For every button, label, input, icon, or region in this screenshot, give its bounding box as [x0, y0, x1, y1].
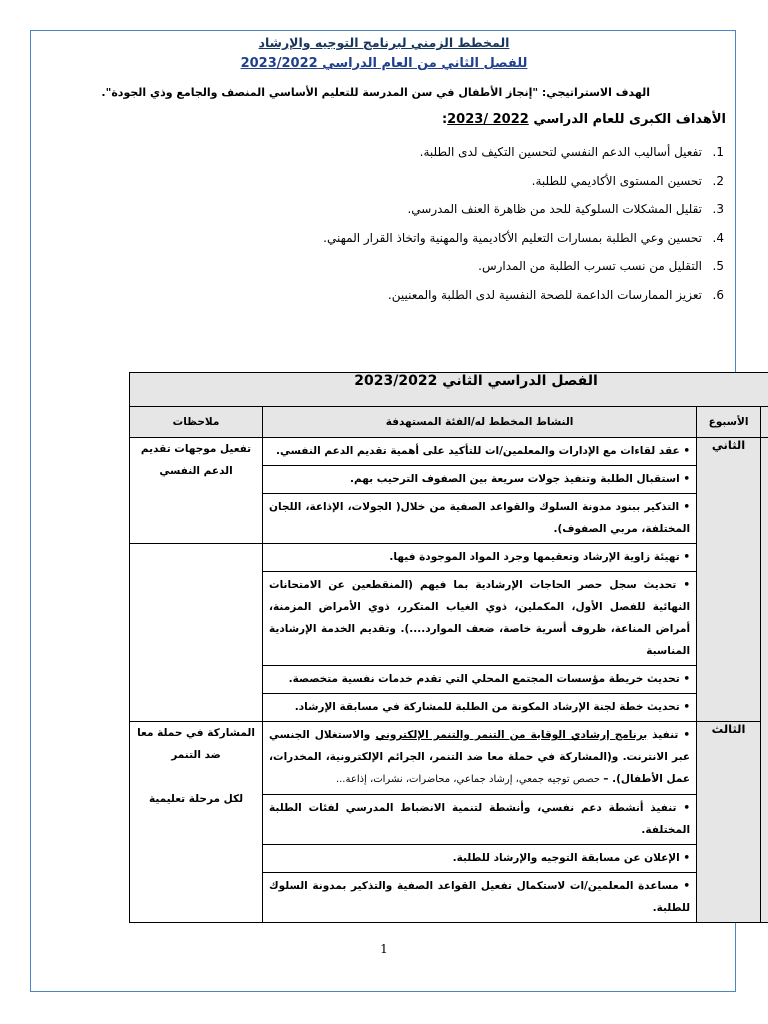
activity-item: • تحديث سجل حصر الحاجات الإرشادية بما فيهم (المنقطعين عن الامتحانات النهائية للفصل الأول، المكملين، ذوي الغياب المتكرر، ذوي الأمراض المزمنة، أمراض المناعة، ظروف أسرية خاصة، ضعف الموارد....). وتقديم الخدمة الإرشادية المناسبة [263, 571, 696, 665]
goal-item [323, 252, 724, 281]
activity-item: • تحديث خريطة مؤسسات المجتمع المحلي التي تقدم خدمات نفسية متخصصة. [263, 665, 696, 693]
goal-number: 2. [712, 173, 724, 188]
notes-stage: لكل مرحلة تعليمية [148, 793, 244, 805]
page-title: المخطط الزمني لبرنامج التوجيه والإرشاد [258, 35, 510, 50]
strategic-goal: الهدف الاستراتيجي: "إنجاز الأطفال في سن المدرسة للتعليم الأساسي المنصف والجامع وذي الجودة". [101, 86, 650, 99]
activity-item: • مساعدة المعلمين/ات لاستكمال تفعيل القواعد الصفية والتذكير بمدونة السلوك للطلبة. [263, 872, 696, 922]
goal-number: 4. [712, 230, 724, 245]
activity-item: • استقبال الطلبة وتنفيذ جولات سريعة بين الصفوف الترحيب بهم. [263, 465, 696, 493]
major-goals-list [323, 138, 724, 309]
semester-title: الفصل الدراسي الثاني 2023/2022 [130, 373, 768, 407]
table-row [130, 722, 768, 923]
activity-item [263, 722, 696, 794]
activity-item: • عقد لقاءات مع الإدارات والمعلمين/ات للتأكيد على أهمية تقديم الدعم النفسي. [276, 445, 691, 457]
notes-cell: تفعيل موجهات تقديم الدعم النفسي [130, 438, 263, 544]
goal-text: تقليل المشكلات السلوكية للحد من ظاهرة العنف المدرسي. [407, 202, 702, 216]
goal-item [323, 138, 724, 167]
title-block [0, 32, 768, 74]
notes-cell [130, 722, 263, 923]
activities-cell [263, 722, 697, 923]
schedule-table [129, 372, 768, 923]
activity-suffix: والاستغلال الجنسي عبر الانترنت. و(المشاركة في حملة معا ضد التنمر، الجرائم الإلكترونية، المخدرات، عمل الأطفال). – [269, 729, 691, 785]
activity-program-title: برنامج إرشادي الوقاية من التنمر والتنمر الإلكتروني [375, 729, 648, 741]
month-header [761, 407, 768, 438]
goal-number: 1. [712, 145, 724, 159]
goal-number: 3. [712, 202, 724, 216]
activity-item: • التذكير ببنود مدونة السلوك والقواعد الصفية من خلال( الجولات، الإذاعة، اللجان المختلفة، مربي الصفوف). [263, 493, 696, 543]
page-subtitle: للفصل الثاني من العام الدراسي 2023/2022 [240, 56, 528, 71]
activity-prefix: • تنفيذ [647, 729, 691, 741]
goal-number: 6. [712, 287, 724, 302]
activities-cell [263, 544, 697, 722]
major-goals-year: 2022 /2023 [447, 112, 529, 127]
goal-text: تحسين المستوى الأكاديمي للطلبة. [531, 173, 702, 188]
goal-item [323, 195, 724, 224]
goal-text: تفعيل أساليب الدعم النفسي لتحسين التكيف لدى الطلبة. [419, 145, 702, 159]
activity-item: • الإعلان عن مسابقة التوجيه والإرشاد للطلبة. [263, 844, 696, 872]
goal-item [323, 167, 724, 196]
goal-text: تحسين وعي الطلبة بمسارات التعليم الأكاديمية والمهنية واتخاذ القرار المهني. [323, 230, 702, 245]
week-cell-third: الثالث [697, 722, 761, 923]
major-goals-heading-label: الأهداف الكبرى للعام الدراسي [533, 112, 726, 127]
major-goals-heading: الأهداف الكبرى للعام الدراسي 2022 /2023: [441, 112, 726, 127]
month-cell [761, 438, 768, 923]
table-row [130, 438, 768, 544]
notes-header: ملاحظات [130, 407, 263, 438]
activity-item: • تهيئة زاوية الإرشاد وتعقيمها وجرد المواد الموجودة فيها. [389, 551, 691, 563]
goal-item [323, 224, 724, 253]
notes-campaign: المشاركة في حملة معا ضد التنمر [137, 727, 255, 761]
activity-subnote: حصص توجيه جمعي، إرشاد جماعي، محاضرات، نشرات، إذاعة... [335, 774, 604, 785]
goal-text: تعزيز الممارسات الداعمة للصحة النفسية لدى الطلبة والمعنيين. [387, 287, 702, 302]
goal-text: التقليل من نسب تسرب الطلبة من المدارس. [478, 259, 702, 273]
activity-item: • تحديث خطة لجنة الإرشاد المكونة من الطلبة للمشاركة في مسابقة الإرشاد. [263, 693, 696, 721]
page-number: 1 [380, 942, 388, 956]
activity-item: • تنفيذ أنشطة دعم نفسي، وأنشطة لتنمية الانضباط المدرسي لفئات الطلبة المختلفة. [263, 794, 696, 844]
week-cell-second: الثاني [697, 438, 761, 722]
activities-cell [263, 438, 697, 544]
goal-number: 5. [712, 259, 724, 273]
goal-item [323, 281, 724, 310]
notes-cell-empty [130, 544, 263, 722]
table-row [130, 544, 768, 722]
activity-header: النشاط المخطط له/الفئة المستهدفة [263, 407, 697, 438]
week-header: الأسبوع [697, 407, 761, 438]
